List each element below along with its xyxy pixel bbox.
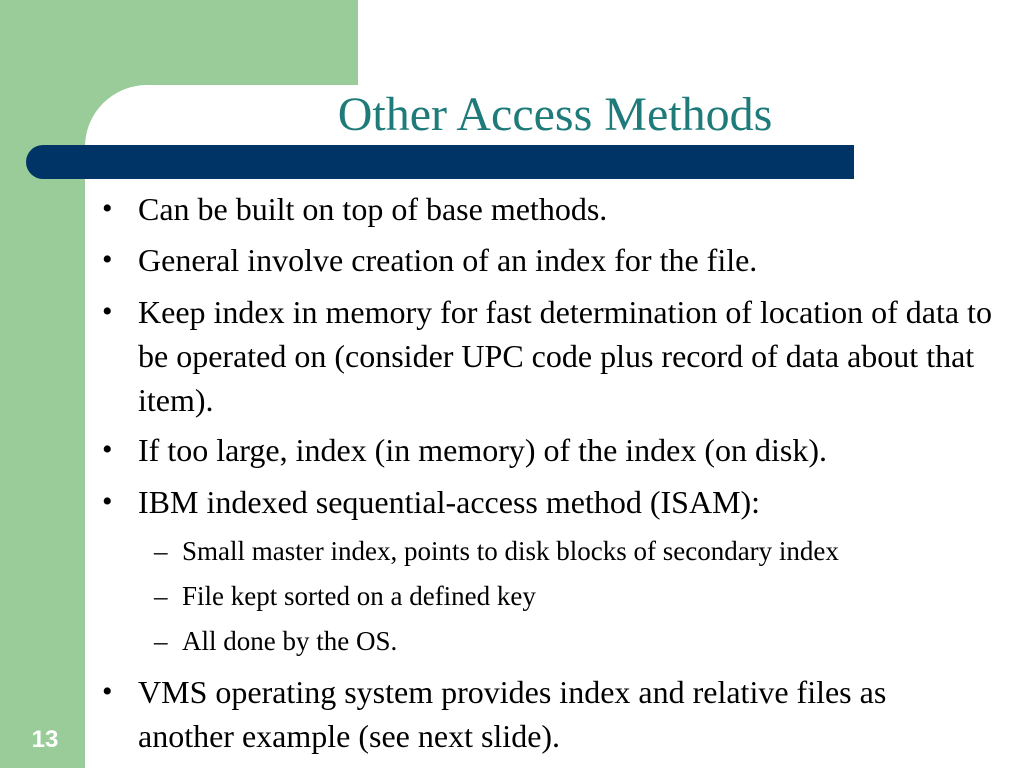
sub-bullet-text: All done by the OS. <box>182 626 398 656</box>
sub-bullet-text: File kept sorted on a defined key <box>182 581 536 611</box>
sub-bullet-marker: – <box>154 581 168 611</box>
sub-bullet-item <box>154 578 536 614</box>
bullet-item <box>102 290 1008 422</box>
bullet-item <box>102 238 1018 282</box>
slide-number: 13 <box>31 726 59 753</box>
bullet-text: If too large, index (in memory) of the index (on disk). <box>138 432 828 468</box>
bullet-text: Can be built on top of base methods. <box>138 191 608 227</box>
bullet-marker: • <box>102 433 113 466</box>
bullet-marker: • <box>102 243 113 276</box>
sub-bullet-marker: – <box>154 626 168 656</box>
sub-bullet-item <box>154 623 397 659</box>
bullet-text: IBM indexed sequential-access method (ISAM): <box>138 484 761 520</box>
title-bar <box>26 145 854 179</box>
sub-bullet-item <box>154 533 839 569</box>
bullet-text: Keep index in memory for fast determination of location of data to be operated on (consider UPC code plus record of data about that item). <box>138 294 992 418</box>
bullet-item <box>102 428 1018 472</box>
bullet-text: General involve creation of an index for the file. <box>138 242 758 278</box>
bullet-marker: • <box>102 485 113 518</box>
bullet-marker: • <box>102 192 113 225</box>
bullet-marker: • <box>102 295 113 328</box>
sub-bullet-text: Small master index, points to disk blocks of secondary index <box>182 536 839 566</box>
bullet-marker: • <box>102 675 113 708</box>
bullet-text: VMS operating system provides index and relative files as another example (see next slide). <box>138 674 887 754</box>
bullet-item <box>102 480 1018 524</box>
slide-title: Other Access Methods <box>337 88 773 141</box>
sub-bullet-marker: – <box>154 536 168 566</box>
bullet-item <box>102 187 1018 231</box>
bullet-item <box>102 670 968 758</box>
